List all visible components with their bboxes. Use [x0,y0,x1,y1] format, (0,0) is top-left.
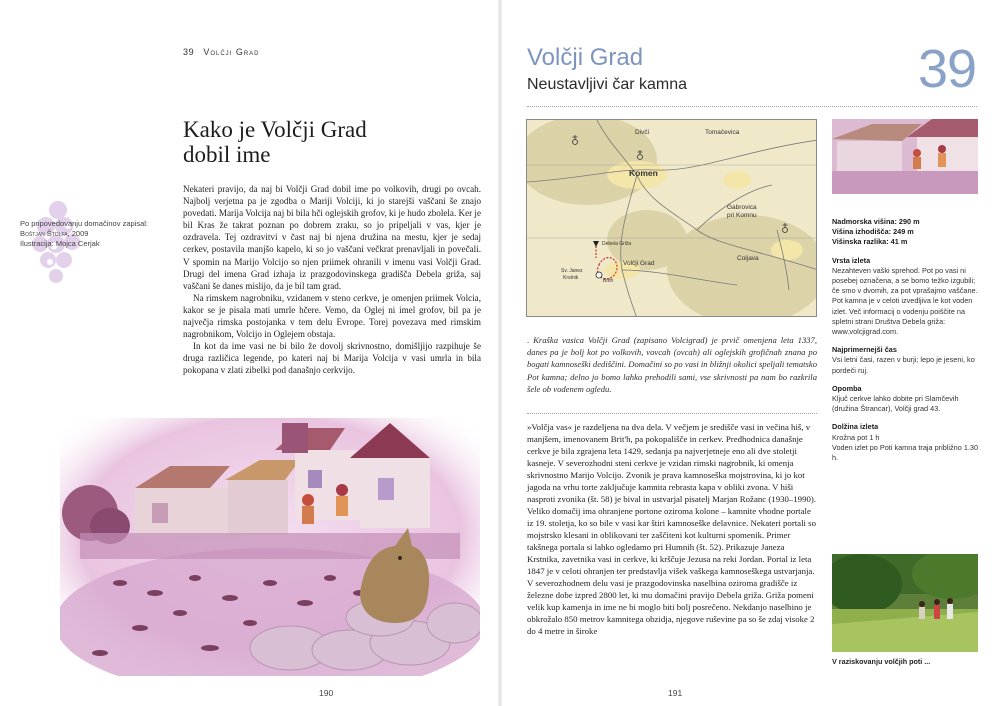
credit-author-line [20,229,170,239]
map-label-tomacevica: Tomačevica [705,129,740,136]
story-body [183,183,481,377]
page-number-right: 191 [668,688,683,698]
trip-title: Volčji Grad [527,44,644,71]
note-heading: Opomba [832,383,862,393]
story-paragraph: Nekateri pravijo, da naj bi Volčji Grad dobil ime po volkovih, drugi po ovcah. Najbolj verjetna pa je zgodba o Mariji Volciji, ki jo starejši vaščani še znajo povedati. Marija Volcija naj bi bila hči oglejskih grofov, ki je hudo zbolela. Ker je bil Kras že takrat poznan po dobrem zraku, so jo pripeljali v vas, kjer je ozdravela. Tej ozdravitvi v čast naj bi njena družina na mestu, kjer je sedaj cerkev, postavila manjšo kapelo, ki so jo vaščani večkrat prenavljali in povečali. V spomin na Marijo Volcijo so njen priimek ohranili v imenu vasi Volčji Grad. Drugi del imena Grad izhaja iz prazgodovinskega gradišča Debela griža, saj vaščani še danes mislijo, da je bil tam grad. [183,184,481,291]
credit-year: , 2009 [67,229,89,238]
story-paragraph: In kot da ime vasi ne bi bilo že dovolj skrivnostno, domišljijo razpihuje še druga različica legende, po kateri naj bi Marija Volcija v vasi umrla in bila pokopana v zlati zibelki pod današnjo cerkvijo. [183,341,481,376]
duration-block [832,422,984,463]
map-label-debela-griza: Debela Griža [602,241,632,247]
duration-heading: Dolžina izleta [832,422,879,432]
photo-caption: V raziskovanju volčjih poti ... [832,657,931,666]
story-credit [20,219,170,249]
elevation-stats [832,217,984,248]
credit-illustrator: Ilustracija: Mojca Cerjak [20,239,100,248]
route-map [526,119,817,317]
map-label-divci: Divči [635,129,650,136]
map-label-volcji-grad: Volčji Grad [623,260,655,267]
trip-facts-panel [832,217,984,471]
elevation-diff-value: Višinska razlika: 41 m [832,237,908,247]
map-caption [527,334,817,395]
note-block [832,384,984,415]
caption-bullet: . [527,335,530,345]
trip-number: 39 [918,39,977,99]
season-block [832,345,984,376]
map-label-gabrovica-2: pri Komnu [727,212,757,219]
illustration-thumbnail [832,119,978,194]
credit-author: Boštjan Štolfa [20,229,68,238]
map-label-gabrovica: Gabrovica [727,204,757,211]
trip-type-text: Nezahteven vaški sprehod. Pot po vasi ni posebej označena, a se bomo težko izgubili; če smo v dvomih, za pot vprašajmo vaščane. Pot kamna je v celoti izvedljiva le kot voden izlet. Več informacij o vodenju poiščite na spletni strani Društva Debela griža: www.volcjigrad.com. [832,265,978,337]
story-title-line2: dobil ime [183,142,271,167]
wolf-village-illustration [60,418,480,676]
season-text: Vsi letni časi, razen v burji; lepo je jeseni, ko pordeči ruj. [832,355,975,375]
story-title [183,117,483,167]
credit-line1: Po pripovedovanju domačinov zapisal: [20,219,148,228]
season-heading: Najprimernejši čas [832,345,897,355]
title-divider [527,106,977,107]
map-graphic [527,120,817,317]
map-label-brith: Brith [603,278,614,284]
map-label-sv-janez: Sv. Janez [561,268,583,274]
start-altitude-value: Višina izhodišča: 249 m [832,227,914,237]
page-number-left: 190 [319,688,334,698]
altitude-value: Nadmorska višina: 290 m [832,217,920,226]
main-article-text: »Volčja vas« je razdeljena na dva dela. V večjem je središče vasi in večina hiš, v manjšem, imenovanem Brit'h, pa pokopališče in cerkev. Predhodnica današnje cerkve je bila zgrajena leta 1429, sedanja pa najverjetneje eno ali dve stoletji kasneje. V severozhodni steni cerkve je vzidan rimski nagrobnik, ki omenja skrivnostno Marijo Volcijo. Zvonik je prava kamnoseška mojstrovina, ki jo kot jagoda na vrhu torte zaključuje kamnita rebrasta kapa v obliki zvona. V hiši nasproti zvonika (št. 58) je bival in ustvarjal pisatelj Marjan Rožanc (1930–1990). Veliko domačij ima ohranjene portone oziroma kolone – kamnite vhodne portale iz 19. stoletja, ko so bile v vasi kar štiri kamnoseške delavnice. Nekateri portali so mojstrsko klesani in oblikovani ter zaščiteni kot kulturni spomenik. Primer takšnega portala si lahko ogledamo pri Humnih (št. 52). Prikazuje Janeza Krstnika, zavetnika vasi in cerkve, ki krščuje Jezusa na reki Jordan. Portal iz leta 1847 je v celoti ohranjen ter predstavlja višek vaškega kamnoseškega ustvarjanja. V severozhodnem delu vasi je prazgodovinska naselbina oziroma gradišče iz železne dobe izpred 2800 let, ki mu domačini pravijo Debela griža. Griža pomeni velik kup kamenja in ime ne bi moglo biti bolj posrečeno. Nekdanjo naselbino je obkrožalo 850 metrov kamnitega obzidja, njegove ruševine pa so še zdaj visoke 2 do 4 metre in široke [527,422,817,636]
running-head [183,47,260,57]
trip-subtitle: Neustavljivi čar kamna [527,76,688,93]
map-label-komen: Komen [629,168,658,178]
caption-divider [527,413,817,414]
story-paragraph: Na rimskem nagrobniku, vzidanem v steno cerkve, je omenjen priimek Volcia, kakor se je pisala mati umrle hčere. Vemo, da Oglej ni imel grofov, bil pa je največja rimska postojanka v tem delu Evrope. Torej povezava med rimskim nagrobnikom, Volcijo in Oglejem obstaja. [183,292,481,340]
story-title-line1: Kako je Volčji Grad [183,117,367,142]
trip-type-heading: Vrsta izleta [832,255,871,265]
trip-type-block [832,256,984,338]
running-head-number: 39 [183,47,195,57]
map-label-krstnik: Krstnik [563,275,579,281]
note-text: Ključ cerkve lahko dobite pri Slamčevih (družina Štrancar), Volčji grad 43. [832,394,959,414]
book-gutter [498,0,502,706]
duration-text-1: Krožna pot 1 h [832,432,880,442]
map-label-coljava: Coljava [737,255,759,262]
caption-text: Kraška vasica Volčji Grad (zapisano Volcigrad) je prvič omenjena leta 1337, danes pa je bolj kot po volkovih, vovcah (ovcah) ali oglejskih grofičnah znana po bogati kamnoseški dediščini. Domačini so po vasi in bližnji okolici speljali tematsko Pot kamna; delno jo bomo lahko prehodili sami, vse skrivnosti pa nam bo razkrila šele ob vodenem ogledu. [527,335,817,394]
running-head-title: Volčji Grad [203,47,260,57]
duration-text-2: Voden izlet po Poti kamna traja približno 1.30 h. [832,442,979,463]
hikers-photo [832,554,978,652]
